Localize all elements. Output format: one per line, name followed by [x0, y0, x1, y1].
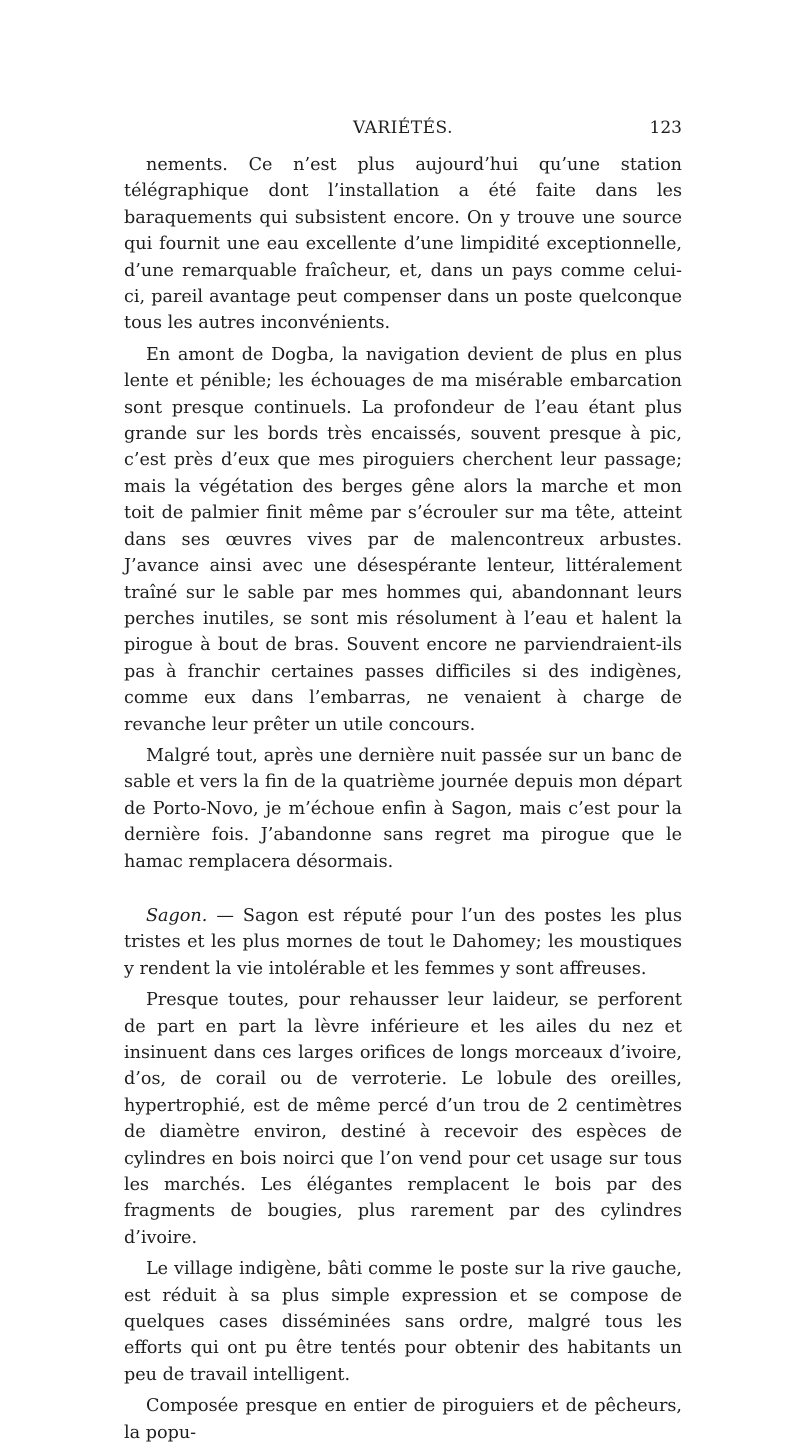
paragraph-navigation: En amont de Dogba, la navigation devient de plus en plus lente et pénible; les échouages de ma misérable embarcation sont presque continuels. La profondeur de l’eau étant plus grande sur les bords très encaissés, souvent presque à pic, c’est près d’eux que mes piroguiers cherchent leur passage; mais la végétation des berges gêne alors la marche et mon toit de palmier finit même par s’écrouler sur ma tête, atteint dans ses œuvres vives par de malencontreux arbustes. J’avance ainsi avec une désespérante lenteur, littéralement traîné sur le sable par mes hommes qui, abandonnant leurs perches inutiles, se sont mis résolument à l’eau et halent la pirogue à bout de bras. Souvent encore ne parviendraient-ils pas à franchir certaines passes difficiles si des indigènes, comme eux dans l’embarras, ne venaient à charge de revanche leur prêter un utile concours.	[124, 344, 682, 735]
section-intro-text: — Sagon est réputé pour l’un des postes les plus tristes et les plus mornes de tout le Dahomey; les moustiques y rendent la vie intolérable et les femmes y sont affreuses.	[124, 905, 682, 979]
paragraph-population: Composée presque en entier de piroguiers et de pêcheurs, la popu-	[124, 1396, 682, 1443]
body-text	[124, 152, 682, 1446]
page-number: 123	[649, 118, 682, 138]
running-title: VARIÉTÉS.	[352, 118, 454, 138]
section-title: Sagon.	[146, 905, 208, 926]
paragraph-continuation: nements. Ce n’est plus aujourd’hui qu’une station télégraphique dont l’installation a été faite dans les baraquements qui subsistent encore. On y trouve une source qui fournit une eau excellente d’une limpidité exceptionnelle, d’une remarquable fraîcheur, et, dans un pays comme celui-ci, pareil avantage peut compenser dans un poste quelconque tous les autres inconvénients.	[124, 155, 682, 334]
paragraph-village: Le village indigène, bâti comme le poste sur la rive gauche, est réduit à sa plus simple expression et se compose de quelques cases disséminées sans ordre, malgré tous les efforts qui ont pu être tentés pour obtenir des habitants un peu de travail intelligent.	[124, 1259, 682, 1385]
paragraph-section-sagon	[124, 903, 682, 982]
paragraph-arrival-sagon: Malgré tout, après une dernière nuit passée sur un banc de sable et vers la fin de la quatrième journée depuis mon départ de Porto-Novo, je m’échoue enfin à Sagon, mais c’est pour la dernière fois. J’abandonne sans regret ma pirogue que le hamac remplacera désormais.	[124, 745, 682, 872]
running-header	[124, 118, 682, 142]
paragraph-women: Presque toutes, pour rehausser leur laideur, se perforent de part en part la lèvre inférieure et les ailes du nez et insinuent dans ces larges orifices de longs morceaux d’ivoire, d’os, de corail ou de verroterie. Le lobule des oreilles, hypertrophié, est de même percé d’un trou de 2 centimètres de diamètre environ, destiné à recevoir des espèces de cylindres en bois noirci que l’on vend pour cet usage sur tous les marchés. Les élégantes remplacent le bois par des fragments de bougies, plus rarement par des cylindres d’ivoire.	[124, 990, 682, 1248]
